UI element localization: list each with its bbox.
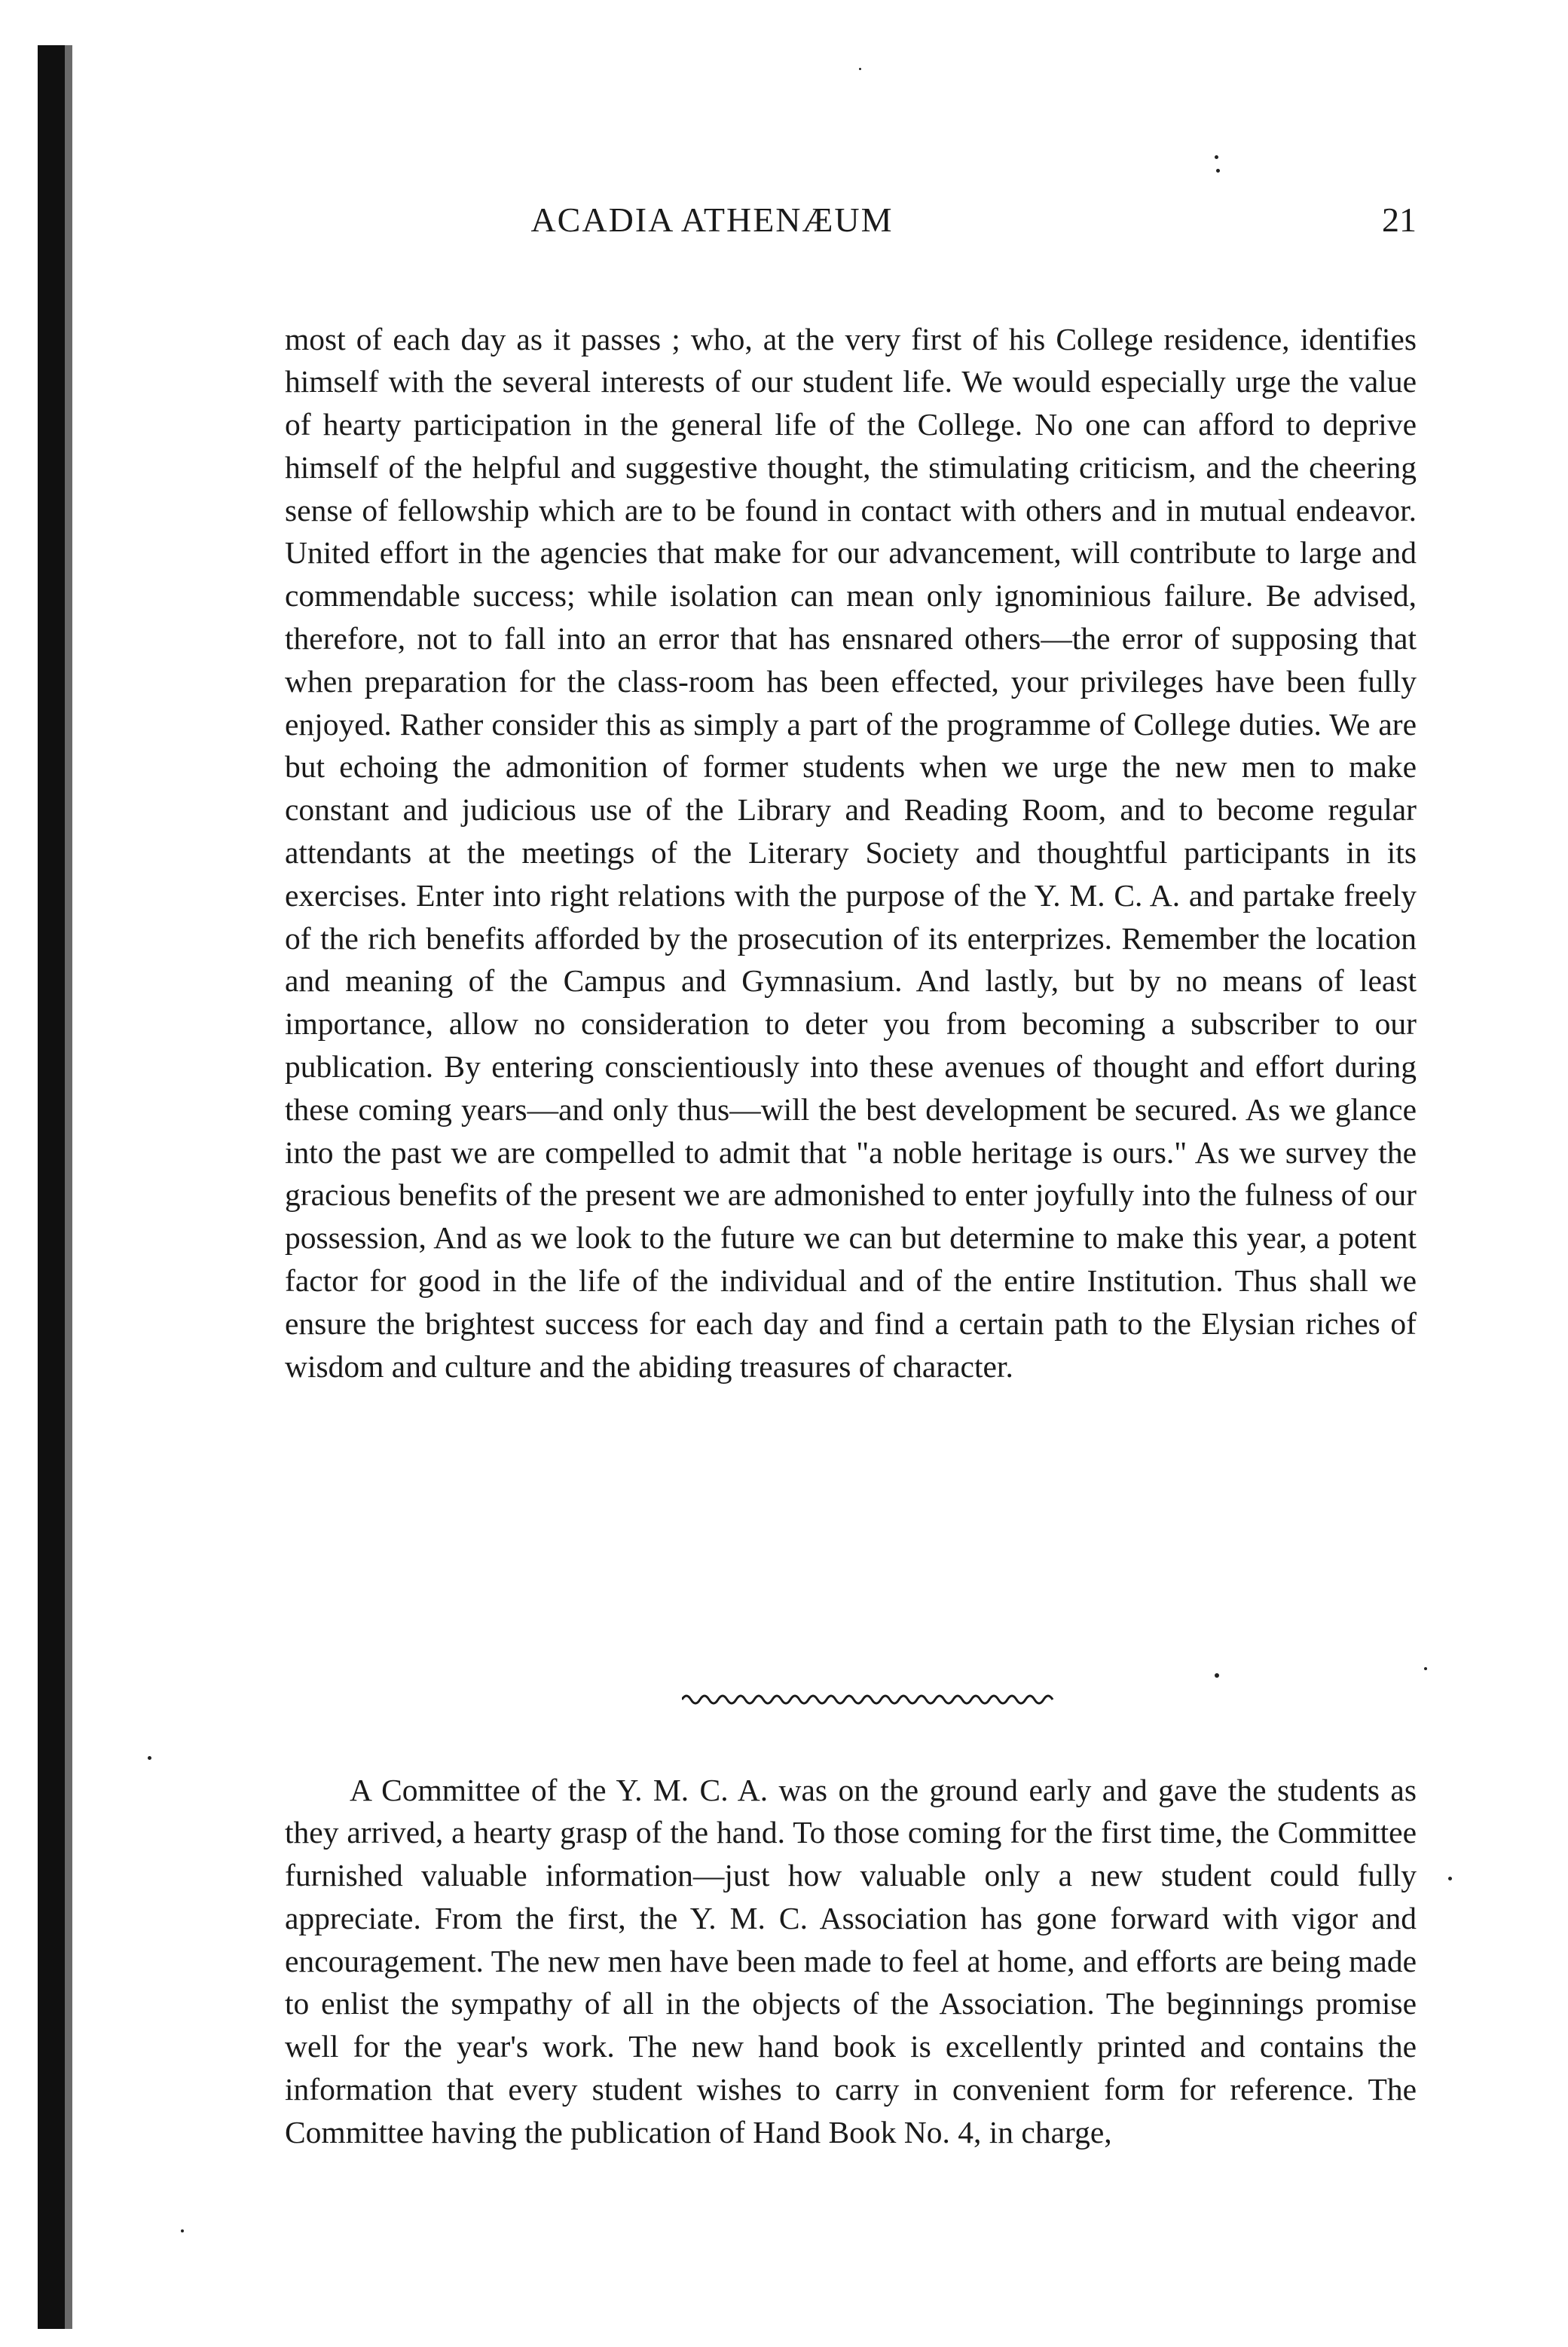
body-paragraph-2: A Committee of the Y. M. C. A. was on the ground early and gave the students as they arrived, a hearty grasp of the hand. To those coming for the first time, the Committee furnished valuable information—just how valuable only a new student could fully appreciate. From the first, the Y. M. C. Association has gone forward with vigor and encouragement. The new men have been made to feel at home, and efforts are being made to enlist the sympathy of all in the objects of the Association. The beginnings promise well for the year's work. The new hand book is excellently printed and contains the information that every student wishes to carry in convenient form for reference. The Committee having the publication of Hand Book No. 4, in charge, <box>285 1772 1417 2150</box>
body-paragraph-1: most of each day as it passes ; who, at the very first of his College residence, identifies himself with the several interests of our student life. We would especially urge the value of hearty participation in the general life of the College. No one can afford to deprive himself of the helpful and suggestive thought, the stimulating criticism, and the cheering sense of fellowship which are to be found in contact with others and in mutual endeavor. United effort in the agencies that make for our advancement, will contribute to large and commendable success; while isolation can mean only ignominious failure. Be advised, therefore, not to fall into an error that has ensnared others—the error of supposing that when preparation for the class-room has been effected, your privileges have been fully enjoyed. Rather consider this as simply a part of the programme of College duties. We are but echoing the admonition of former students when we urge the new men to make constant and judicious use of the Library and Reading Room, and to become regular attendants at the meetings of the Literary Society and thoughtful participants in its exercises. Enter into right relations with the purpose of the Y. M. C. A. and partake freely of the rich benefits afforded by the prosecution of its enterprizes. Remember the location and meaning of the Campus and Gymnasium. And lastly, but by no means of least importance, allow no consideration to deter you from becoming a subscriber to our publication. By entering conscientiously into these avenues of thought and effort during these coming years—and only thus—will the best development be secured. As we glance into the past we are compelled to admit that "a noble heritage is ours." As we survey the gracious benefits of the present we are admonished to enter joyfully into the fulness of our possession, And as we look to the future we can but determine to make this year, a potent factor for good in the life of the individual and of the entire Institution. Thus shall we ensure the brightest success for each day and find a certain path to the Elysian riches of wisdom and culture and the abiding treasures of character. <box>285 321 1417 1384</box>
section-divider-ornament <box>682 1691 1059 1709</box>
print-speck <box>859 68 861 70</box>
print-speck <box>1424 1667 1427 1670</box>
running-title: ACADIA ATHENÆUM <box>530 200 894 239</box>
print-speck <box>1215 1673 1219 1678</box>
print-speck <box>181 2229 184 2232</box>
running-head <box>286 197 1417 243</box>
print-speck <box>148 1756 151 1760</box>
print-speck <box>1216 169 1220 173</box>
print-speck <box>1448 1877 1452 1880</box>
page-number: 21 <box>1382 200 1417 239</box>
page-binding-edge <box>38 45 65 2329</box>
print-speck <box>1215 155 1218 159</box>
